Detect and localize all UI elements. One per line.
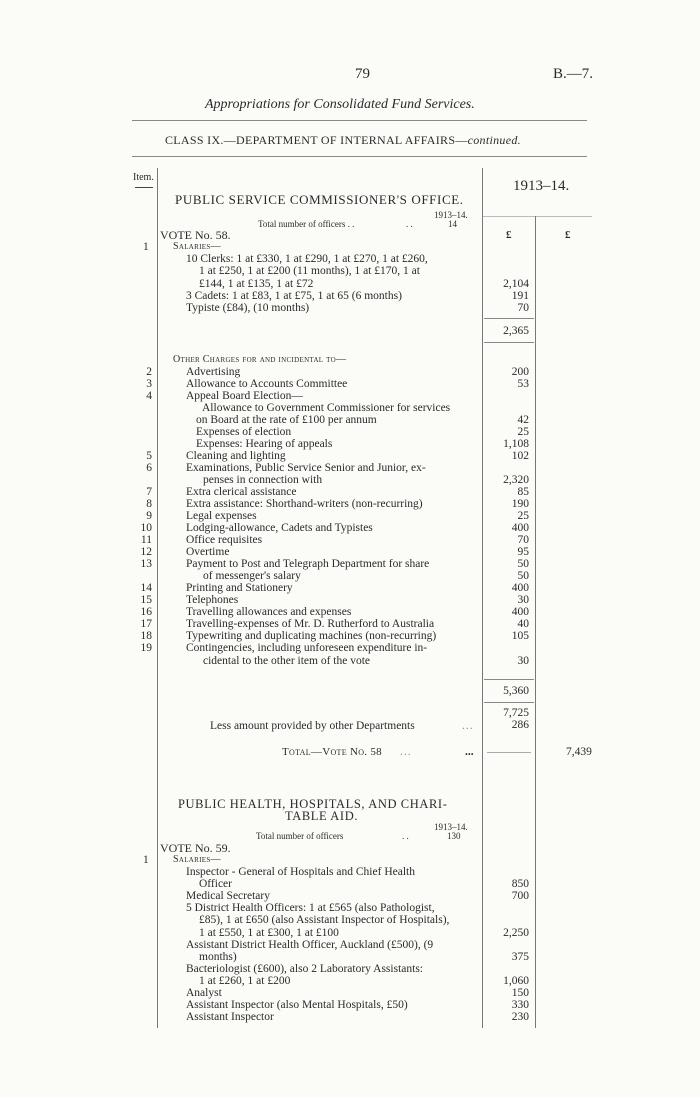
- charge-amount: 30: [517, 655, 529, 667]
- health-salary-amount: 2,250: [503, 927, 529, 939]
- section2-officers-count: 130: [447, 831, 461, 841]
- charge-item-number: 14: [140, 582, 152, 594]
- health-salary-description: Officer: [199, 878, 232, 890]
- charge-description: Extra assistance: Shorthand-writers (non-recurring): [186, 498, 423, 510]
- section1-title: PUBLIC SERVICE COMMISSIONER'S OFFICE.: [175, 192, 464, 207]
- health-salary-description: months): [199, 951, 237, 963]
- health-salary-amount: 850: [511, 878, 529, 890]
- section1-salaries-item: 1: [143, 241, 149, 253]
- section1-officers-count: 14: [448, 219, 457, 229]
- vote-total-leader: ...: [400, 746, 412, 758]
- salary-amount: 2,104: [503, 278, 529, 290]
- charge-description: Allowance to Accounts Committee: [186, 378, 348, 390]
- charge-description: cidental to the other item of the vote: [203, 655, 371, 667]
- charge-description: Payment to Post and Telegraph Department for share: [186, 558, 430, 570]
- charge-amount: 53: [517, 378, 529, 390]
- charge-description: Printing and Stationery: [186, 582, 293, 594]
- class-heading: [165, 133, 521, 148]
- charge-item-number: 10: [140, 522, 152, 534]
- salary-line: £144, 1 at £135, 1 at £72: [199, 278, 314, 290]
- charge-description: Advertising: [186, 366, 241, 378]
- health-salary-description: £85), 1 at £650 (also Assistant Inspector of Hospitals),: [199, 914, 450, 926]
- section2-year: 1913–14.: [434, 822, 468, 832]
- charge-amount: 25: [517, 426, 529, 438]
- health-salary-amount: 330: [511, 999, 529, 1011]
- charge-description: Lodging-allowance, Cadets and Typistes: [186, 522, 373, 534]
- charge-item-number: 8: [146, 498, 152, 510]
- salary-line: 10 Clerks: 1 at £330, 1 at £290, 1 at £270, 1 at £260,: [186, 253, 428, 265]
- currency-symbol-b: £: [565, 229, 571, 241]
- charge-description: Appeal Board Election—: [186, 390, 303, 402]
- charge-description: Travelling-expenses of Mr. D. Rutherford to Australia: [186, 618, 435, 630]
- salary-subtotal-rule-bottom: [484, 342, 534, 343]
- salary-line: 3 Cadets: 1 at £83, 1 at £75, 1 at 65 (6 months): [186, 290, 402, 302]
- charge-item-number: 11: [140, 534, 152, 546]
- charge-description: Overtime: [186, 546, 230, 558]
- health-salary-description: Bacteriologist (£600), also 2 Laboratory Assistants:: [186, 963, 423, 975]
- charge-amount: 190: [511, 498, 529, 510]
- salary-amount: 191: [511, 290, 529, 302]
- charge-amount: 102: [511, 450, 529, 462]
- less-amount: 286: [511, 719, 529, 731]
- header-rule-bottom: [132, 156, 587, 157]
- page-number: 79: [355, 66, 370, 82]
- charges-total-rule-bottom: [484, 702, 534, 703]
- health-salary-amount: 230: [511, 1011, 529, 1023]
- charge-item-number: 6: [146, 462, 152, 474]
- charge-item-number: 3: [146, 378, 152, 390]
- class-heading-text: CLASS IX.—DEPARTMENT OF INTERNAL AFFAIRS—: [165, 133, 468, 147]
- vote-total-leader-bold: ...: [465, 746, 474, 758]
- charge-amount: 50: [517, 558, 529, 570]
- section2-officers-dots: . .: [402, 831, 409, 841]
- left-column-rule: [157, 168, 158, 1028]
- charge-amount: 70: [517, 534, 529, 546]
- section2-vote: VOTE No. 59.: [160, 841, 231, 855]
- charge-description: Office requisites: [186, 534, 263, 546]
- salary-line: Typiste (£84), (10 months): [186, 302, 310, 314]
- charge-description: Telephones: [186, 594, 239, 606]
- health-salary-description: Assistant Inspector (also Mental Hospitals, £50): [186, 999, 408, 1011]
- section1-salaries-label: Salaries—: [173, 241, 221, 252]
- charge-amount: 30: [517, 594, 529, 606]
- section2-title-line2: TABLE AID.: [285, 809, 359, 823]
- section2-title-line1: PUBLIC HEALTH, HOSPITALS, AND CHARI-: [178, 797, 448, 811]
- item-header-underline: [135, 187, 153, 188]
- currency-symbol-a: £: [506, 229, 512, 241]
- charge-amount: 400: [511, 522, 529, 534]
- charge-item-number: 13: [140, 558, 152, 570]
- section2-officers-label: Total number of officers: [256, 831, 344, 841]
- charge-description: Allowance to Government Commissioner for services: [202, 402, 451, 414]
- salary-line: 1 at £250, 1 at £200 (11 months), 1 at £170, 1 at: [199, 265, 420, 277]
- health-salary-description: 1 at £260, 1 at £200: [199, 975, 291, 987]
- charge-amount: 400: [511, 582, 529, 594]
- header-rule-top: [132, 120, 587, 121]
- document-reference: B.—7.: [553, 66, 594, 82]
- charge-amount: 200: [511, 366, 529, 378]
- charge-amount: 400: [511, 606, 529, 618]
- charge-description: of messenger's salary: [203, 570, 301, 582]
- vote-total-label: Total—Vote No. 58: [282, 746, 382, 758]
- health-salary-description: 5 District Health Officers: 1 at £565 (also Pathologist,: [186, 902, 435, 914]
- charge-item-number: 4: [146, 390, 152, 402]
- section2-salaries-label: Salaries—: [173, 854, 221, 865]
- charge-description: Typewriting and duplicating machines (non-recurring): [186, 630, 437, 642]
- charge-description: on Board at the rate of £100 per annum: [196, 414, 377, 426]
- amount-column-rule-right: [535, 216, 536, 1028]
- health-salary-description: Assistant Inspector: [186, 1011, 274, 1023]
- charge-item-number: 15: [140, 594, 152, 606]
- year-column-header: 1913–14.: [513, 178, 570, 194]
- charge-amount: 2,320: [503, 474, 529, 486]
- charges-total-rule-top: [484, 679, 534, 680]
- charge-description: Legal expenses: [186, 510, 257, 522]
- charge-description: Travelling allowances and expenses: [186, 606, 352, 618]
- health-salary-description: Inspector - General of Hospitals and Chief Health: [186, 866, 415, 878]
- section1-officers-label: Total number of officers . .: [258, 219, 355, 229]
- vote-total-rule: [487, 752, 531, 753]
- salary-subtotal: 2,365: [503, 325, 529, 337]
- charge-item-number: 18: [140, 630, 152, 642]
- charge-amount: 105: [511, 630, 529, 642]
- health-salary-description: Medical Secretary: [186, 890, 270, 902]
- charge-description: Contingencies, including unforeseen expenditure in-: [186, 642, 428, 654]
- charge-description: Expenses of election: [196, 426, 292, 438]
- health-salary-description: Assistant District Health Officer, Auckland (£500), (9: [186, 939, 434, 951]
- section1-year: 1913–14.: [434, 210, 468, 220]
- year-header-rule: [482, 216, 592, 217]
- charge-item-number: 19: [140, 642, 152, 654]
- charge-amount: 40: [517, 618, 529, 630]
- gross-total: 7,725: [503, 707, 529, 719]
- health-salary-amount: 700: [511, 890, 529, 902]
- page-title: Appropriations for Consolidated Fund Services.: [205, 97, 475, 112]
- charge-amount: 42: [517, 414, 529, 426]
- charge-item-number: 12: [140, 546, 152, 558]
- health-salary-description: 1 at £550, 1 at £300, 1 at £100: [199, 927, 339, 939]
- vote-total-amount: 7,439: [566, 746, 592, 758]
- charge-description: Extra clerical assistance: [186, 486, 297, 498]
- health-salary-amount: 375: [511, 951, 529, 963]
- amount-column-rule-left: [482, 168, 483, 1028]
- other-charges-label: Other Charges for and incidental to—: [173, 354, 347, 365]
- section1-officers-dots: . .: [406, 219, 413, 229]
- item-column-header: Item.: [133, 172, 154, 183]
- health-salary-amount: 150: [511, 987, 529, 999]
- section1-vote: VOTE No. 58.: [160, 228, 231, 242]
- charge-description: penses in connection with: [203, 474, 323, 486]
- less-label: Less amount provided by other Departments: [210, 720, 415, 732]
- charge-item-number: 17: [140, 618, 152, 630]
- charge-amount: 95: [517, 546, 529, 558]
- charge-item-number: 7: [146, 486, 152, 498]
- charge-amount: 50: [517, 570, 529, 582]
- health-salary-description: Analyst: [186, 987, 222, 999]
- section2-salaries-item: 1: [143, 854, 149, 866]
- less-leader: ...: [462, 720, 474, 732]
- charge-description: Cleaning and lighting: [186, 450, 286, 462]
- charge-item-number: 16: [140, 606, 152, 618]
- charge-amount: 1,108: [503, 438, 529, 450]
- charge-item-number: 2: [146, 366, 152, 378]
- charge-amount: 25: [517, 510, 529, 522]
- charges-total: 5,360: [503, 685, 529, 697]
- charge-item-number: 5: [146, 450, 152, 462]
- health-salary-amount: 1,060: [503, 975, 529, 987]
- charge-amount: 85: [517, 486, 529, 498]
- salary-subtotal-rule-top: [484, 318, 534, 319]
- charge-description: Expenses: Hearing of appeals: [196, 438, 333, 450]
- salary-amount: 70: [517, 302, 529, 314]
- charge-description: Examinations, Public Service Senior and Junior, ex-: [186, 462, 426, 474]
- class-heading-continued: continued.: [467, 133, 521, 147]
- charge-item-number: 9: [146, 510, 152, 522]
